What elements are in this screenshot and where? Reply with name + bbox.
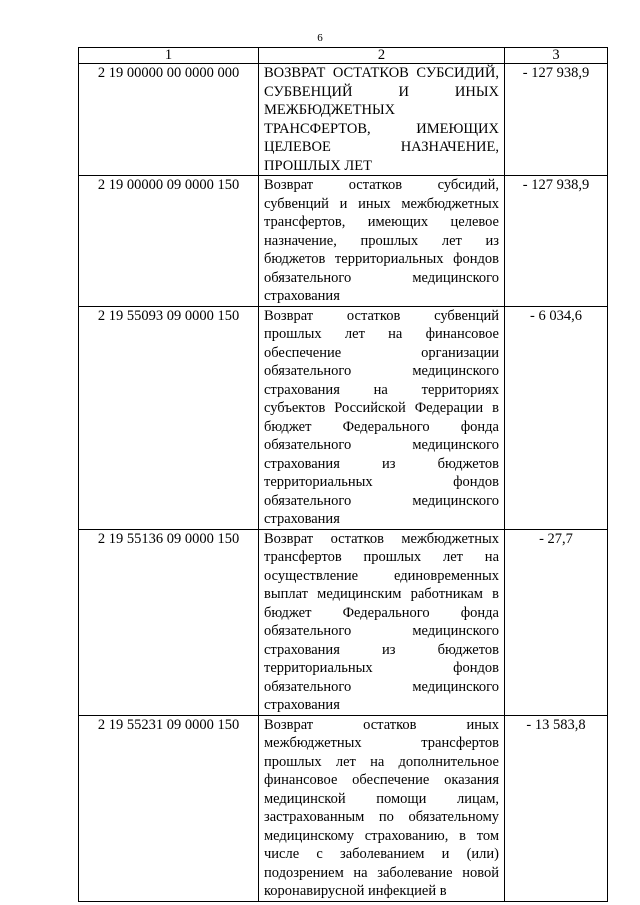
row-code: 2 19 55136 09 0000 150 <box>79 529 259 715</box>
table-row <box>79 529 608 715</box>
row-amount: - 27,7 <box>505 529 608 715</box>
table-row <box>79 176 608 307</box>
row-amount: - 13 583,8 <box>505 715 608 901</box>
column-header-description: 2 <box>259 48 505 64</box>
row-amount: - 127 938,9 <box>505 176 608 307</box>
row-description: Возврат остатков межбюджетных трансфертов прошлых лет на осуществление единовременных выплат медицинским работникам в бюджет Федерального фонда обязательного медицинского страхования из бюджетов территориальных фондов обязательного медицинского страхования <box>259 529 505 715</box>
row-code: 2 19 00000 00 0000 000 <box>79 64 259 176</box>
row-code: 2 19 00000 09 0000 150 <box>79 176 259 307</box>
table-row <box>79 306 608 529</box>
row-description: ВОЗВРАТ ОСТАТКОВ СУБСИДИЙ, СУБВЕНЦИЙ И ИНЫХ МЕЖБЮДЖЕТНЫХ ТРАНСФЕРТОВ, ИМЕЮЩИХ ЦЕЛЕВОЕ НАЗНАЧЕНИЕ, ПРОШЛЫХ ЛЕТ <box>259 64 505 176</box>
table-row <box>79 715 608 901</box>
row-description: Возврат остатков субвенций прошлых лет на финансовое обеспечение организации обязательного медицинского страхования на территориях субъектов Российской Федерации в бюджет Федерального фонда обязательного медицинского страхования из бюджетов территориальных фондов обязательного медицинского страхования <box>259 306 505 529</box>
row-amount: - 127 938,9 <box>505 64 608 176</box>
column-header-amount: 3 <box>505 48 608 64</box>
table-row <box>79 64 608 176</box>
row-code: 2 19 55231 09 0000 150 <box>79 715 259 901</box>
column-header-code: 1 <box>79 48 259 64</box>
budget-table <box>78 47 608 902</box>
row-code: 2 19 55093 09 0000 150 <box>79 306 259 529</box>
page-number: 6 <box>317 32 323 44</box>
row-description: Возврат остатков иных межбюджетных трансфертов прошлых лет на дополнительное финансовое обеспечение оказания медицинской помощи лицам, застрахованным по обязательному медицинскому страхованию, в том числе с заболеванием и (или) подозрением на заболевание новой коронавирусной инфекцией в <box>259 715 505 901</box>
row-description: Возврат остатков субсидий, субвенций и иных межбюджетных трансфертов, имеющих целевое назначение, прошлых лет из бюджетов территориальных фондов обязательного медицинского страхования <box>259 176 505 307</box>
row-amount: - 6 034,6 <box>505 306 608 529</box>
table-header-row <box>79 48 608 64</box>
